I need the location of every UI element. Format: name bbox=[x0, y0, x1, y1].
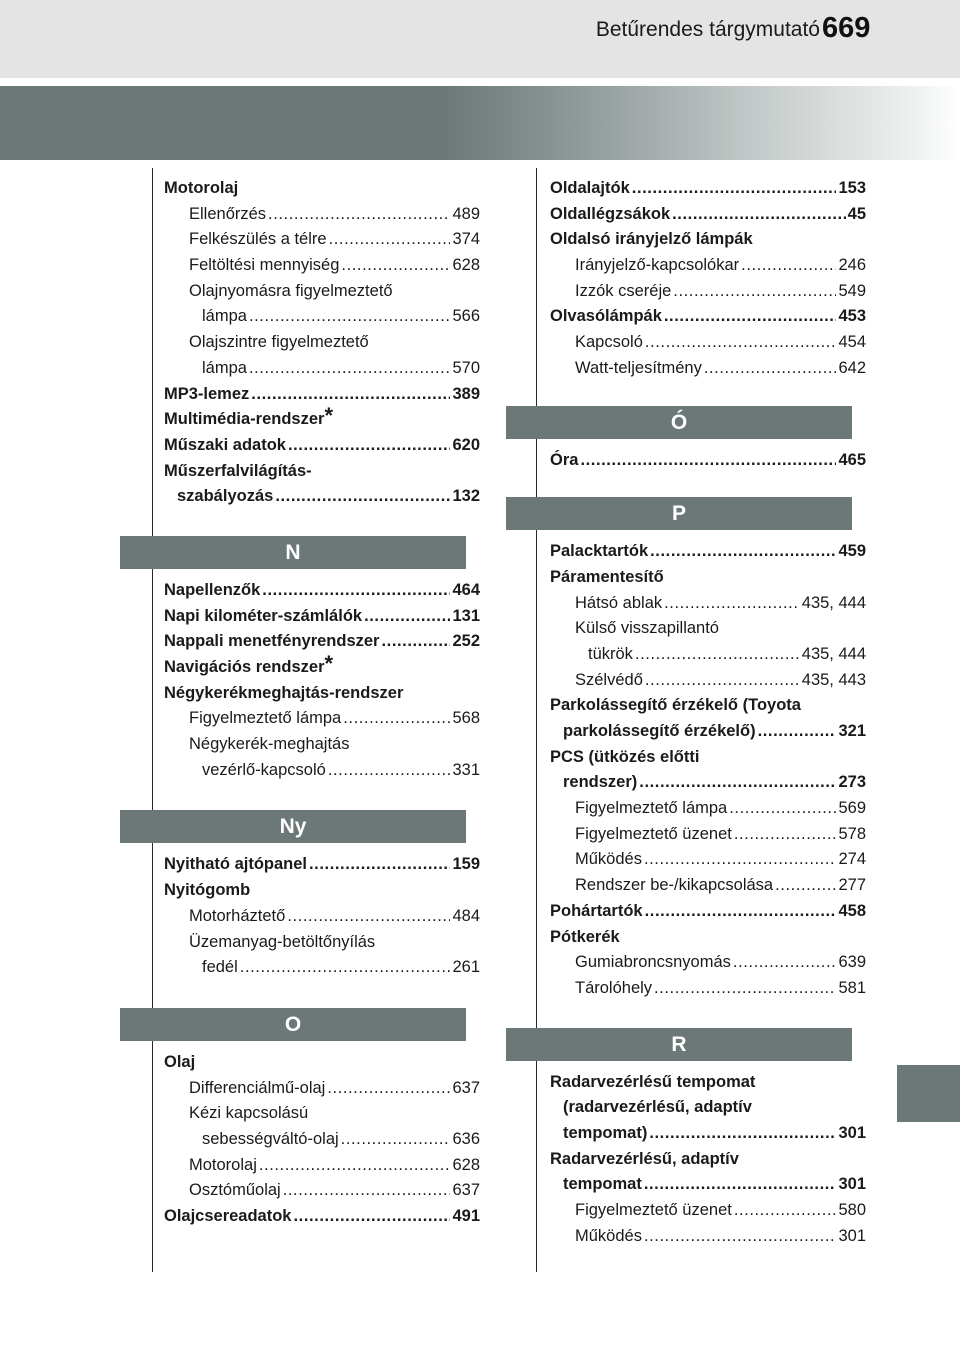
index-entry bbox=[550, 1172, 866, 1198]
index-entry-text: Figyelmeztető üzenet bbox=[575, 824, 732, 843]
dot-leader bbox=[249, 304, 451, 330]
dot-leader bbox=[287, 904, 450, 930]
index-entry-text: Izzók cseréje bbox=[575, 281, 672, 300]
index-entry bbox=[164, 604, 480, 630]
index-entry bbox=[164, 279, 480, 305]
dot-leader bbox=[327, 1076, 450, 1102]
index-page-number: 301 bbox=[838, 1123, 866, 1142]
index-entry bbox=[550, 899, 866, 925]
index-page-number: 261 bbox=[452, 958, 480, 977]
index-entry bbox=[164, 1204, 480, 1230]
asterisk-mark: * bbox=[324, 651, 334, 676]
index-entry-text: Olajszintre figyelmeztető bbox=[189, 333, 369, 352]
index-entry bbox=[550, 1095, 866, 1121]
index-entry bbox=[550, 976, 866, 1002]
dot-leader bbox=[672, 202, 846, 228]
index-entry-text: PCS (ütközés előtti bbox=[550, 747, 700, 766]
index-entry-text: Műszerfalvilágítás- bbox=[164, 461, 312, 480]
section-header-r: R bbox=[506, 1028, 852, 1061]
index-page-number: 620 bbox=[452, 435, 480, 454]
index-entry bbox=[550, 693, 866, 719]
index-page-number: 453 bbox=[838, 307, 866, 326]
index-entry bbox=[550, 668, 866, 694]
index-entry bbox=[550, 304, 866, 330]
dot-leader bbox=[639, 770, 836, 796]
dot-leader bbox=[240, 955, 451, 981]
index-page-number: 159 bbox=[452, 855, 480, 874]
index-entry-text: Olaj bbox=[164, 1052, 196, 1071]
dot-leader bbox=[654, 976, 836, 1002]
dot-leader bbox=[294, 1204, 451, 1230]
index-entry bbox=[164, 1178, 480, 1204]
index-entry-text: lámpa bbox=[202, 358, 247, 377]
index-entry-text: Rendszer be-/kikapcsolása bbox=[575, 876, 774, 895]
index-entry bbox=[164, 878, 480, 904]
index-page-number: 581 bbox=[838, 978, 866, 997]
index-page-number: 637 bbox=[452, 1078, 480, 1097]
index-page-number: 277 bbox=[838, 876, 866, 895]
index-page-number: 639 bbox=[838, 953, 866, 972]
dot-leader bbox=[329, 227, 451, 253]
index-entry bbox=[550, 796, 866, 822]
index-entry-text: Olajnyomásra figyelmeztető bbox=[189, 281, 393, 300]
index-entry bbox=[550, 770, 866, 796]
index-entry bbox=[164, 629, 480, 655]
index-entry-text: lámpa bbox=[202, 307, 247, 326]
index-entry bbox=[164, 930, 480, 956]
index-page-number: 321 bbox=[838, 722, 866, 740]
index-page-number: 464 bbox=[452, 580, 480, 599]
index-entry bbox=[550, 745, 866, 771]
index-entry bbox=[550, 1147, 866, 1173]
index-entry bbox=[550, 925, 866, 951]
index-entry bbox=[550, 1070, 866, 1096]
index-entry-text: tükrök bbox=[588, 644, 633, 663]
index-entry bbox=[164, 651, 480, 681]
dot-leader bbox=[275, 484, 450, 510]
index-page-number: 570 bbox=[452, 358, 480, 377]
index-page-number: 549 bbox=[838, 281, 866, 300]
section-spacer bbox=[550, 473, 866, 497]
section-spacer bbox=[164, 1041, 480, 1050]
dot-leader bbox=[381, 629, 450, 655]
index-page-number: 578 bbox=[838, 824, 866, 843]
index-entry-text: Műszaki adatok bbox=[164, 435, 286, 454]
index-page-number: 454 bbox=[838, 333, 866, 352]
section-spacer bbox=[550, 1061, 866, 1070]
index-entry-text: Oldallégzsákok bbox=[550, 204, 671, 223]
index-entry bbox=[550, 616, 866, 642]
section-header-wrap bbox=[164, 536, 480, 569]
index-page-number: 642 bbox=[838, 358, 866, 377]
dot-leader bbox=[644, 1224, 837, 1250]
index-entry-text: Figyelmeztető lámpa bbox=[189, 709, 342, 728]
dot-leader bbox=[341, 1127, 451, 1153]
index-page-number: 435, 443 bbox=[801, 670, 866, 689]
index-entry-text: Pótkerék bbox=[550, 927, 620, 946]
section-header-wrap bbox=[550, 1028, 866, 1061]
dot-leader bbox=[733, 950, 837, 976]
index-entry bbox=[550, 950, 866, 976]
index-entry-text: Óra bbox=[550, 450, 579, 469]
section-header-p: P bbox=[506, 497, 852, 530]
index-entry bbox=[164, 732, 480, 758]
index-entry-text: Feltöltési mennyiség bbox=[189, 256, 340, 275]
chapter-thumb-tab bbox=[897, 1065, 960, 1122]
index-entry-text: Nappali menetfényrendszer bbox=[164, 632, 380, 651]
dot-leader bbox=[632, 176, 837, 202]
index-entry bbox=[550, 1198, 866, 1224]
dot-leader bbox=[644, 847, 837, 873]
index-entry bbox=[550, 448, 866, 474]
index-entry-text: Pohártartók bbox=[550, 901, 643, 920]
index-entry-text: Gumiabroncsnyomás bbox=[575, 953, 731, 972]
section-spacer bbox=[550, 382, 866, 406]
index-entry-text: Navigációs rendszer bbox=[164, 658, 325, 676]
index-entry-text: Kézi kapcsolású bbox=[189, 1104, 309, 1123]
index-entry-text: vezérlő-kapcsoló bbox=[202, 760, 326, 779]
section-spacer bbox=[550, 1002, 866, 1028]
index-entry-text: Külső visszapillantó bbox=[575, 619, 719, 638]
index-entry bbox=[164, 202, 480, 228]
section-spacer bbox=[550, 530, 866, 539]
index-entry bbox=[164, 1076, 480, 1102]
dot-leader bbox=[268, 202, 450, 228]
index-page-number: 566 bbox=[452, 307, 480, 326]
index-page-number: 273 bbox=[838, 773, 866, 792]
index-entry-text: Figyelmeztető lámpa bbox=[575, 799, 728, 818]
index-page-number: 491 bbox=[452, 1207, 480, 1225]
dot-leader bbox=[635, 642, 800, 668]
index-page-number: 484 bbox=[452, 906, 480, 925]
index-entry-text: szabályozás bbox=[177, 487, 274, 506]
section-header-wrap bbox=[550, 406, 866, 439]
index-entry-text: Olvasólámpák bbox=[550, 307, 662, 326]
dot-leader bbox=[758, 719, 837, 745]
index-page-number: 389 bbox=[452, 384, 480, 403]
index-entry bbox=[550, 1224, 866, 1250]
dot-leader bbox=[249, 356, 451, 382]
index-entry bbox=[164, 304, 480, 330]
index-entry bbox=[164, 1127, 480, 1153]
index-page-number: 301 bbox=[838, 1226, 866, 1245]
dot-leader bbox=[259, 1153, 451, 1179]
dot-leader bbox=[645, 899, 837, 925]
index-entry-text: MP3-lemez bbox=[164, 384, 250, 403]
index-entry bbox=[550, 591, 866, 617]
index-entry-text: Hátsó ablak bbox=[575, 593, 663, 612]
index-entry bbox=[164, 578, 480, 604]
dot-leader bbox=[364, 604, 450, 630]
index-entry-text: Radarvezérlésű tempomat bbox=[550, 1072, 756, 1091]
index-entry-text: Felkészülés a télre bbox=[189, 230, 327, 249]
index-column-right bbox=[550, 176, 866, 1249]
index-entry-text: tempomat bbox=[563, 1175, 642, 1194]
index-entry-text: fedél bbox=[202, 958, 238, 977]
dot-leader bbox=[645, 668, 800, 694]
dot-leader bbox=[328, 758, 451, 784]
dot-leader bbox=[262, 578, 450, 604]
index-entry-text: Négykerékmeghajtás-rendszer bbox=[164, 683, 404, 702]
index-entry-text: sebességváltó-olaj bbox=[202, 1129, 339, 1148]
index-entry-text: Motorháztető bbox=[189, 906, 286, 925]
dot-leader bbox=[251, 382, 450, 408]
index-entry bbox=[164, 1153, 480, 1179]
section-header-wrap bbox=[164, 810, 480, 843]
index-page-number: 153 bbox=[838, 179, 866, 197]
section-header-o: O bbox=[120, 1008, 466, 1041]
dot-leader bbox=[283, 1178, 451, 1204]
index-entry-text: Páramentesítő bbox=[550, 567, 664, 586]
index-page-number: 132 bbox=[452, 487, 480, 506]
index-entry bbox=[550, 822, 866, 848]
index-entry-text: Multimédia-rendszer bbox=[164, 410, 325, 429]
column-rule-right bbox=[536, 168, 537, 1272]
dot-leader bbox=[309, 852, 450, 878]
asterisk-mark: * bbox=[324, 403, 334, 429]
index-entry-text: Üzemanyag-betöltőnyílás bbox=[189, 932, 376, 951]
index-entry bbox=[550, 227, 866, 253]
index-entry-text: Motorolaj bbox=[164, 179, 239, 197]
index-entry bbox=[164, 904, 480, 930]
decorative-banner bbox=[0, 86, 960, 160]
index-entry bbox=[164, 484, 480, 510]
index-page-number: 628 bbox=[452, 1155, 480, 1174]
section-header-wrap bbox=[164, 1008, 480, 1041]
dot-leader bbox=[741, 253, 836, 279]
column-rule-left bbox=[152, 168, 153, 1272]
index-entry-text: Osztóműolaj bbox=[189, 1181, 281, 1200]
index-entry bbox=[164, 1050, 480, 1076]
index-entry-text: Szélvédő bbox=[575, 670, 643, 689]
index-entry-text: Watt-teljesítmény bbox=[575, 358, 702, 377]
index-entry bbox=[164, 403, 480, 433]
dot-leader bbox=[649, 1121, 836, 1147]
section-spacer bbox=[164, 783, 480, 810]
index-entry bbox=[164, 758, 480, 784]
index-entry-text: Napi kilométer-számlálók bbox=[164, 606, 363, 625]
index-entry bbox=[550, 202, 866, 228]
index-entry-text: Oldalajtók bbox=[550, 179, 630, 197]
index-entry-text: Palacktartók bbox=[550, 542, 649, 561]
index-page-number: 435, 444 bbox=[801, 644, 866, 663]
section-spacer bbox=[164, 981, 480, 1008]
index-entry bbox=[164, 1101, 480, 1127]
index-entry bbox=[164, 681, 480, 707]
index-entry bbox=[550, 279, 866, 305]
index-entry-text: Figyelmeztető üzenet bbox=[575, 1201, 732, 1219]
section-spacer bbox=[164, 843, 480, 852]
index-entry bbox=[550, 847, 866, 873]
index-page-number: 435, 444 bbox=[801, 593, 866, 612]
index-page-number: 252 bbox=[452, 632, 480, 651]
index-column-left bbox=[164, 176, 480, 1230]
index-entry-text: Kapcsoló bbox=[575, 333, 643, 352]
section-header-wrap bbox=[550, 497, 866, 530]
dot-leader bbox=[288, 433, 451, 459]
index-entry-text: Olajcsereadatok bbox=[164, 1207, 292, 1225]
index-entry bbox=[164, 459, 480, 485]
dot-leader bbox=[734, 1198, 837, 1224]
section-spacer bbox=[164, 569, 480, 578]
index-entry-text: Radarvezérlésű, adaptív bbox=[550, 1149, 739, 1168]
index-entry-text: Differenciálmű-olaj bbox=[189, 1078, 326, 1097]
index-page-number: 637 bbox=[452, 1181, 480, 1200]
index-page-number: 489 bbox=[452, 204, 480, 223]
index-entry bbox=[164, 356, 480, 382]
dot-leader bbox=[673, 279, 836, 305]
index-entry bbox=[164, 253, 480, 279]
index-page-number: 458 bbox=[838, 901, 866, 920]
section-spacer bbox=[550, 439, 866, 448]
index-entry bbox=[550, 873, 866, 899]
index-page-number: 131 bbox=[452, 606, 480, 625]
dot-leader bbox=[644, 1172, 837, 1198]
index-entry-text: Tárolóhely bbox=[575, 978, 653, 997]
index-entry bbox=[550, 539, 866, 565]
index-entry bbox=[550, 1121, 866, 1147]
index-entry bbox=[164, 852, 480, 878]
dot-leader bbox=[341, 253, 450, 279]
section-header-n: N bbox=[120, 536, 466, 569]
index-entry bbox=[550, 330, 866, 356]
index-page-number: 636 bbox=[452, 1129, 480, 1148]
index-page-number: 331 bbox=[452, 760, 480, 779]
index-entry bbox=[550, 719, 866, 745]
index-entry-text: Ellenőrzés bbox=[189, 204, 267, 223]
index-entry-text: Működés bbox=[575, 1226, 642, 1245]
index-entry bbox=[550, 565, 866, 591]
index-entry-text: Működés bbox=[575, 850, 642, 869]
section-header-ny: Ny bbox=[120, 810, 466, 843]
index-page-number: 301 bbox=[838, 1175, 866, 1194]
dot-leader bbox=[734, 822, 837, 848]
index-entry-text: Napellenzők bbox=[164, 580, 261, 599]
index-page-number: 459 bbox=[838, 542, 866, 561]
index-entry-text: rendszer) bbox=[563, 773, 638, 792]
index-entry-text: Négykerék-meghajtás bbox=[189, 735, 350, 754]
dot-leader bbox=[775, 873, 836, 899]
section-header-ó: Ó bbox=[506, 406, 852, 439]
index-page-number: 628 bbox=[452, 256, 480, 275]
section-spacer bbox=[164, 510, 480, 536]
dot-leader bbox=[664, 591, 800, 617]
index-entry bbox=[550, 253, 866, 279]
index-entry bbox=[164, 955, 480, 981]
index-entry-text: tempomat) bbox=[563, 1123, 648, 1142]
index-page-number: 274 bbox=[838, 850, 866, 869]
index-page-number: 580 bbox=[838, 1201, 866, 1219]
index-entry-text: Oldalsó irányjelző lámpák bbox=[550, 230, 753, 249]
index-page-number: 374 bbox=[452, 230, 480, 249]
dot-leader bbox=[664, 304, 837, 330]
index-entry-text: parkolássegítő érzékelő) bbox=[563, 722, 756, 740]
index-entry-text: Nyitható ajtópanel bbox=[164, 855, 308, 874]
index-page-number: 246 bbox=[838, 256, 866, 275]
index-entry bbox=[550, 176, 866, 202]
dot-leader bbox=[343, 706, 450, 732]
index-entry bbox=[164, 176, 480, 202]
index-entry bbox=[550, 642, 866, 668]
page-number: 669 bbox=[822, 12, 871, 44]
dot-leader bbox=[580, 448, 836, 474]
index-entry-text: (radarvezérlésű, adaptív bbox=[563, 1098, 752, 1117]
index-entry-text: Nyitógomb bbox=[164, 881, 251, 900]
index-entry-text: Irányjelző-kapcsolókar bbox=[575, 256, 740, 275]
dot-leader bbox=[650, 539, 836, 565]
index-entry bbox=[550, 356, 866, 382]
dot-leader bbox=[704, 356, 837, 382]
index-page-number: 45 bbox=[847, 204, 866, 223]
index-page-number: 465 bbox=[838, 450, 866, 469]
index-entry-text: Motorolaj bbox=[189, 1155, 257, 1174]
index-entry bbox=[164, 382, 480, 408]
dot-leader bbox=[729, 796, 836, 822]
index-entry bbox=[164, 330, 480, 356]
index-page-number: 568 bbox=[452, 709, 480, 728]
index-page-number: 569 bbox=[838, 799, 866, 818]
index-entry bbox=[164, 706, 480, 732]
page-header-title: Betűrendes tárgymutató bbox=[595, 18, 820, 41]
index-entry bbox=[164, 227, 480, 253]
dot-leader bbox=[645, 330, 837, 356]
index-entry-text: Parkolássegítő érzékelő (Toyota bbox=[550, 696, 801, 715]
index-entry bbox=[164, 433, 480, 459]
